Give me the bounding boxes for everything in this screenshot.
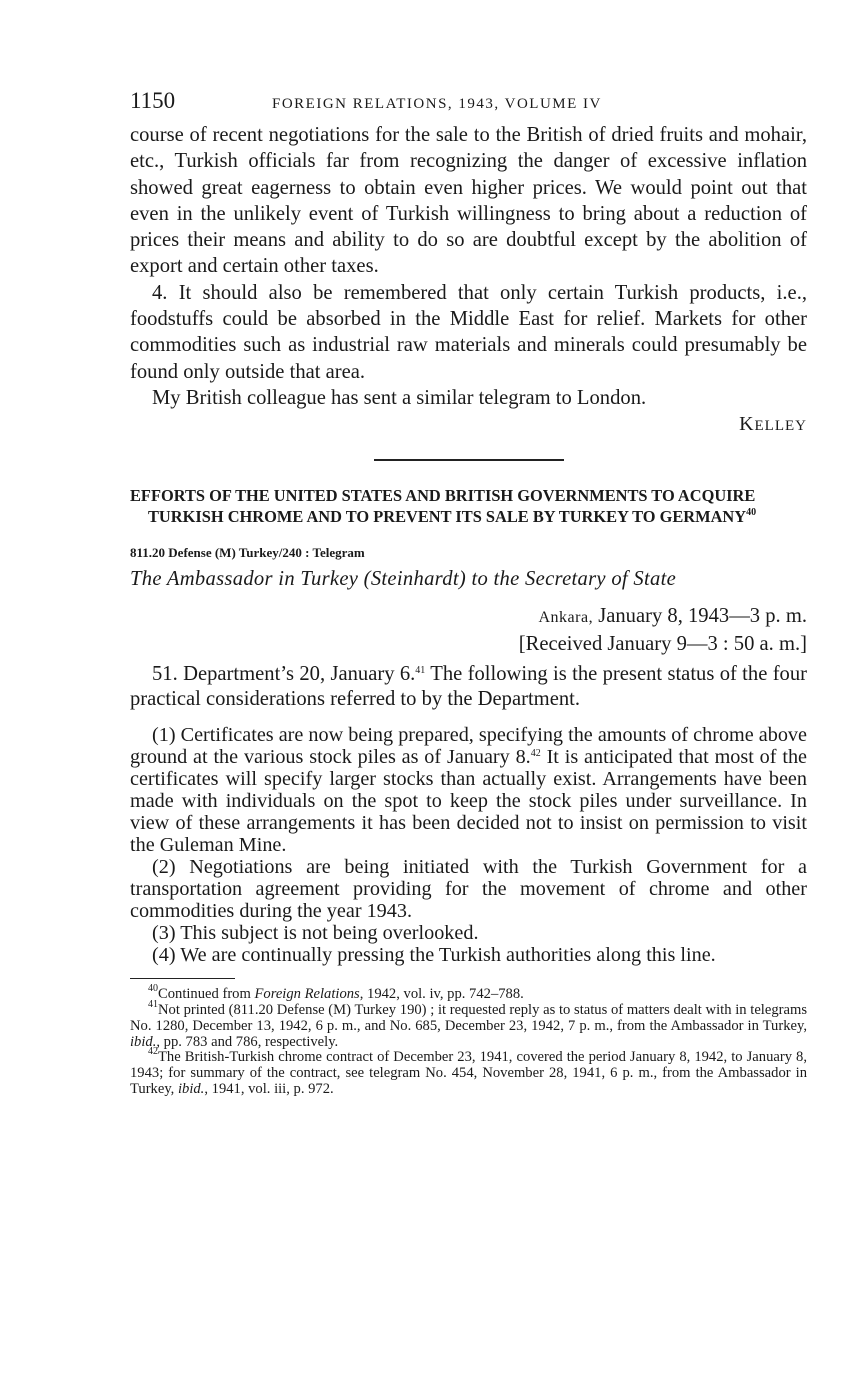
item-2: (2) Negotiations are being initiated with the Turkish Government for a transportation agreement providing for the movement of chrome and other commodities during the year 1943. (130, 856, 807, 923)
footnote-41 (130, 999, 807, 1050)
footnote-42-text-a: The British-Turkish chrome contract of December 23, 1941, covered the period January 8, 1942, to January 8, 1943; for summary of the contract, see telegram No. 454, November 28, 1941, 6 p. m., from the Ambassador in Turkey, (130, 1049, 807, 1098)
intro-start: 51. Department’s 20, January 6. (152, 663, 416, 686)
date: January 8, 1943—3 p. m. (593, 605, 807, 628)
sender-recipient-line: The Ambassador in Turkey (Steinhardt) to the Secretary of State (130, 568, 677, 591)
item-4: (4) We are continually pressing the Turkish authorities along this line. (152, 944, 716, 967)
footnote-42-text-c: , 1941, vol. iii, p. 972. (204, 1081, 334, 1098)
dateline (130, 603, 807, 657)
file-reference: 811.20 Defense (M) Turkey/240 : Telegram (130, 545, 365, 561)
telegram-items (130, 724, 807, 966)
footnote-40 (130, 983, 807, 1003)
footnote-ref-41: 41 (415, 665, 426, 677)
received-line: [Received January 9—3 : 50 a. m.] (518, 633, 807, 656)
item-1-start: (1) Certificates are now being prepared, specifying the amounts of chrome above ground at the various stock piles as of January 8. (130, 724, 807, 769)
footnote-40-text-b: Foreign Relations (254, 986, 360, 1003)
section-divider (374, 459, 564, 461)
item-1 (130, 724, 807, 856)
signature-initial: K (739, 413, 755, 436)
place-date (130, 603, 807, 631)
signature-rest: ELLEY (754, 418, 807, 435)
prior-document-text (130, 122, 807, 411)
item-3: (3) This subject is not being overlooked. (152, 922, 479, 945)
footnote-40-mark: 40 (148, 983, 158, 995)
footnote-42-mark: 42 (148, 1046, 158, 1058)
footnote-ref-42: 42 (530, 748, 541, 760)
running-title: FOREIGN RELATIONS, 1943, VOLUME IV (272, 96, 602, 112)
paragraph-5: My British colleague has sent a similar telegram to London. (152, 386, 647, 409)
paragraph-continued: course of recent negotiations for the sale to the British of dried fruits and mohair, etc., Turkish officials far from recognizing the danger of excessive inflation showed great eagerness to obtain even higher prices. We would point out that even in the unlikely event of Turkish willingness to bring about a reduction of prices their means and ability to do so are doubtful except by the abolition of export and certain other taxes. (130, 124, 807, 278)
footnote-41-text-b: ibid. (130, 1033, 157, 1050)
footnote-divider (130, 978, 235, 979)
intro-paragraph (130, 662, 807, 712)
footnote-40-text-c: , 1942, vol. iv, pp. 742–788. (359, 986, 524, 1003)
footnote-42-text-b: ibid. (177, 1081, 205, 1098)
footnote-41-mark: 41 (148, 999, 158, 1011)
section-heading (130, 485, 807, 527)
signature (130, 413, 807, 437)
footnote-41-text-c: , pp. 783 and 786, respectively. (156, 1033, 339, 1050)
telegram-intro (130, 662, 807, 712)
footnote-41-text-a: Not printed (811.20 Defense (M) Turkey 190) ; it requested reply as to status of matters dealt with in telegrams No. 1280, December 13, 1942, 6 p. m., and No. 685, December 23, 1942, 7 p. m., from the Ambassador in Turkey, (130, 1002, 807, 1034)
place: Ankara, (538, 609, 594, 627)
intro-end: The following is the present status of the four practical considerations referred to by the Department. (130, 663, 807, 711)
section-heading-text: EFFORTS OF THE UNITED STATES AND BRITISH GOVERNMENTS TO ACQUIRE TURKISH CHROME AND TO PREVENT ITS SALE BY TURKEY TO GERMANY (130, 486, 756, 527)
footnote-ref-40: 40 (746, 507, 757, 519)
footnote-40-text-a: Continued from (158, 986, 255, 1003)
page-number: 1150 (130, 88, 176, 113)
footnote-42 (130, 1046, 807, 1098)
footnotes (130, 983, 807, 1098)
paragraph-4: 4. It should also be remembered that only certain Turkish products, i.e., foodstuffs could be absorbed in the Middle East for relief. Markets for other commodities such as industrial raw materials and minerals could presumably be found only outside that area. (130, 281, 807, 383)
item-1-end: It is anticipated that most of the certificates will specify larger stocks than actually exist. Arrangements have been made with individuals on the spot to keep the stock piles under surveillance. In view of these arrangements it has been decided not to insist on permission to visit the Guleman Mine. (130, 746, 807, 857)
document-page (130, 88, 807, 1098)
page-header (130, 88, 807, 122)
